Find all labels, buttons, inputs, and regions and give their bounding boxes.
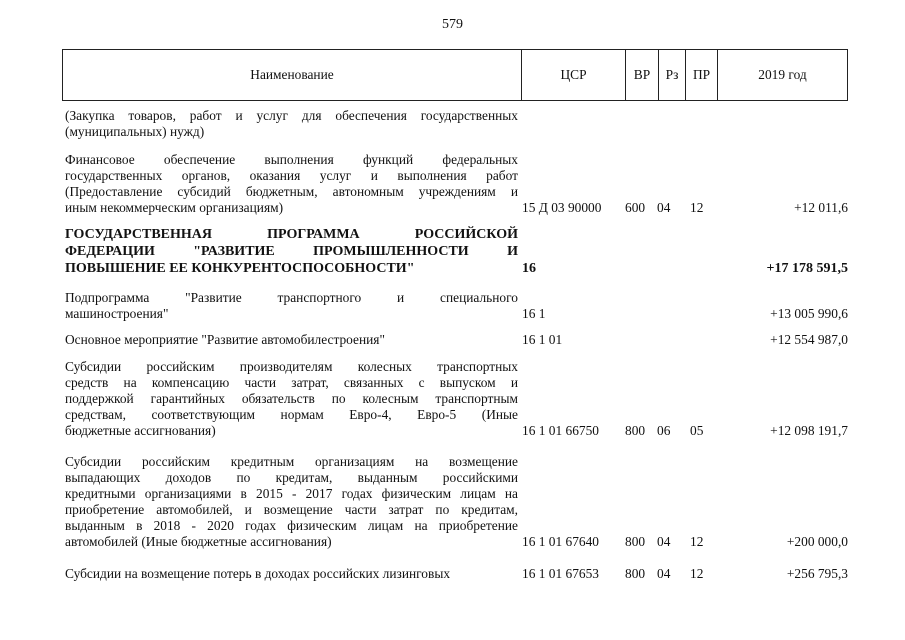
row-name-line: приобретение автомобилей, и возмещение части затрат по кредитам, — [65, 502, 518, 517]
table-header — [62, 49, 848, 101]
row-name-line: ПОВЫШЕНИЕ ЕЕ КОНКУРЕНТОСПОСОБНОСТИ" — [65, 261, 415, 276]
row-name — [65, 226, 518, 277]
row-name-line: Финансовое обеспечение выполнения функций федеральных — [65, 152, 518, 167]
row-name — [65, 454, 518, 550]
row-name-line: средств на компенсацию части затрат, связанных с выпуском и — [65, 375, 518, 390]
header-vr: ВР — [626, 50, 659, 100]
row-csr: 16 1 — [522, 306, 546, 321]
row-name — [65, 566, 518, 582]
row-name-line: выданным в 2018 - 2020 годах физическим лицам на приобретение — [65, 518, 518, 533]
row-pr: 12 — [690, 200, 704, 215]
row-rz: 04 — [657, 566, 671, 581]
row-csr: 16 1 01 66750 — [522, 423, 599, 438]
row-csr: 16 1 01 67653 — [522, 566, 599, 581]
row-name — [65, 290, 518, 322]
row-name — [65, 108, 518, 140]
row-vr: 800 — [625, 566, 646, 581]
row-amount: +200 000,0 — [786, 534, 848, 549]
header-pr: ПР — [686, 50, 718, 100]
row-name-line: автомобилей (Иные бюджетные ассигнования) — [65, 534, 332, 549]
row-name-line: Основное мероприятие "Развитие автомобилестроения" — [65, 332, 385, 347]
row-name-line: Субсидии российским производителям колесных транспортных — [65, 359, 518, 374]
row-name-line: выпадающих доходов по кредитам, выданным российскими — [65, 470, 518, 485]
row-name — [65, 152, 518, 216]
row-name-line: Субсидии российским кредитным организациям на возмещение — [65, 454, 518, 469]
header-year: 2019 год — [758, 67, 807, 82]
row-vr: 800 — [625, 534, 646, 549]
row-rz: 04 — [657, 534, 671, 549]
table-row — [0, 290, 905, 322]
row-rz: 04 — [657, 200, 671, 215]
table-row — [0, 108, 905, 140]
row-name — [65, 359, 518, 439]
table-row — [0, 454, 905, 550]
row-name-line: Подпрограмма "Развитие транспортного и специального — [65, 290, 518, 305]
row-name-line: иным некоммерческим организациям) — [65, 200, 284, 215]
row-rz: 06 — [657, 423, 671, 438]
row-amount: +12 011,6 — [794, 200, 848, 215]
row-name-line: ФЕДЕРАЦИИ "РАЗВИТИЕ ПРОМЫШЛЕННОСТИ И — [65, 244, 518, 259]
row-name-line: Субсидии на возмещение потерь в доходах российских лизинговых — [65, 566, 451, 581]
row-name-line: (муниципальных) нужд) — [65, 124, 205, 139]
header-name: Наименование — [63, 50, 522, 100]
row-amount: +12 098 191,7 — [770, 423, 848, 438]
row-amount: +17 178 591,5 — [766, 261, 848, 276]
row-name-line: государственных органов, оказания услуг и выполнения работ — [65, 168, 518, 183]
row-name-line: средствам, соответствующим нормам Евро-4, Евро-5 (Иные — [65, 407, 518, 422]
row-name-line: бюджетные ассигнования) — [65, 423, 216, 438]
row-pr: 05 — [690, 423, 704, 438]
row-vr: 800 — [625, 423, 646, 438]
row-name-line: (Закупка товаров, работ и услуг для обеспечения государственных — [65, 108, 518, 123]
row-name-line: машиностроения" — [65, 306, 169, 321]
row-pr: 12 — [690, 534, 704, 549]
table-row — [0, 332, 905, 348]
table-row — [0, 566, 905, 582]
row-name-line: (Предоставление субсидий бюджетным, автономным учреждениям и — [65, 184, 518, 199]
page-number: 579 — [442, 17, 463, 32]
table-row — [0, 359, 905, 439]
row-amount: +12 554 987,0 — [770, 332, 848, 347]
row-name-line: ГОСУДАРСТВЕННАЯ ПРОГРАММА РОССИЙСКОЙ — [65, 227, 518, 242]
row-pr: 12 — [690, 566, 704, 581]
row-name-line: поддержкой гарантийных обязательств по колесным транспортным — [65, 391, 518, 406]
row-amount: +256 795,3 — [786, 566, 848, 581]
row-name — [65, 332, 518, 348]
row-csr: 16 1 01 — [522, 332, 563, 347]
row-vr: 600 — [625, 200, 646, 215]
row-name-line: кредитными организациями в 2015 - 2017 годах физическим лицам на — [65, 486, 518, 501]
row-csr: 16 — [522, 261, 536, 276]
row-csr: 16 1 01 67640 — [522, 534, 599, 549]
row-amount: +13 005 990,6 — [770, 306, 848, 321]
header-rz: Рз — [659, 50, 686, 100]
row-csr: 15 Д 03 90000 — [522, 200, 602, 215]
table-row — [0, 226, 905, 277]
table-row — [0, 152, 905, 216]
header-csr: ЦСР — [522, 50, 626, 100]
